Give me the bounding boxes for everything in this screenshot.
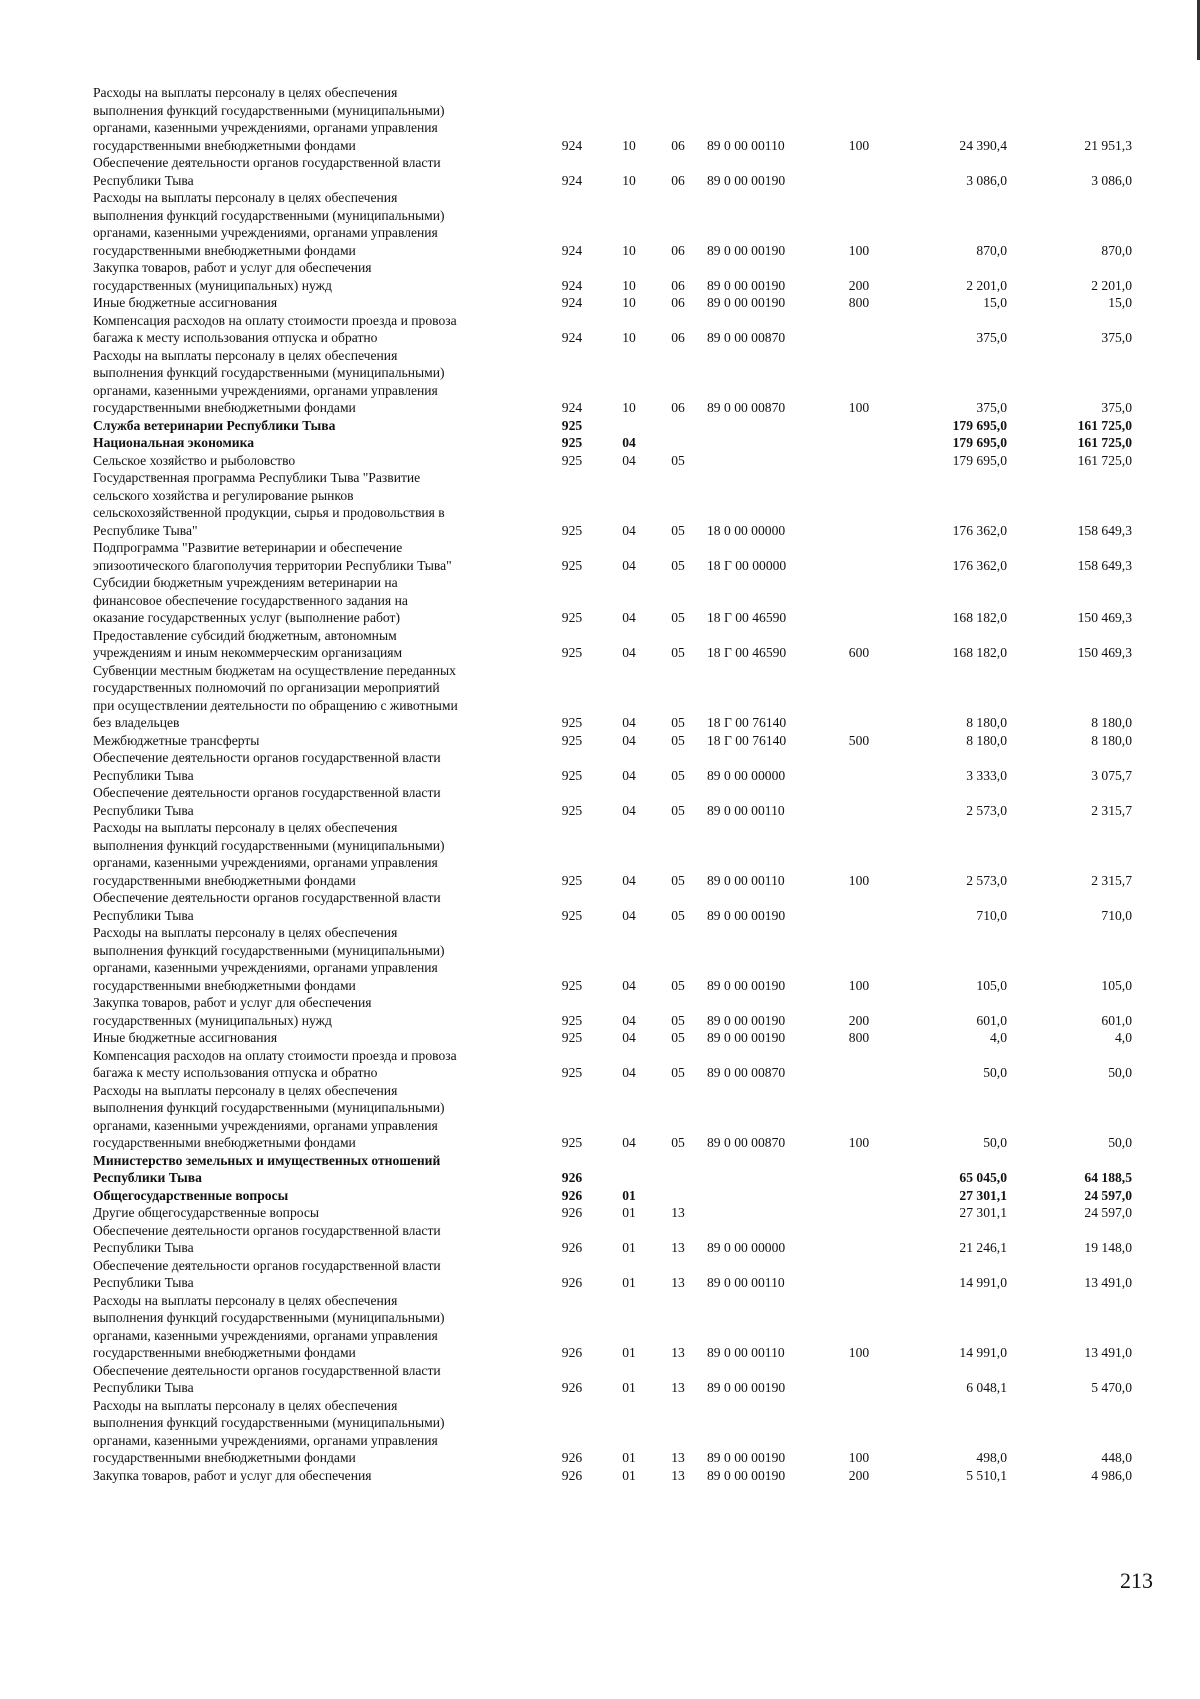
table-row — [93, 189, 1149, 259]
amount-year-1: 179 695,0 — [952, 435, 1007, 450]
row-name: Обеспечение деятельности органов государственной власти Республики Тыва — [93, 1362, 441, 1395]
code-podrazdel: 05 — [671, 610, 685, 625]
amount-year-2: 4 986,0 — [1091, 1467, 1132, 1483]
table-row — [93, 84, 1149, 154]
code-target-article: 89 0 00 00000 — [707, 1240, 786, 1255]
code-expense-type: 100 — [848, 872, 870, 888]
amount-year-1: 15,0 — [983, 295, 1007, 310]
code-razdel: 10 — [622, 242, 636, 258]
row-name: Компенсация расходов на оплату стоимости проезда и провоза багажа к месту использования отпуска и обратно — [93, 312, 457, 345]
row-name: Закупка товаров, работ и услуг для обеспечения государственных (муниципальных) нужд — [93, 260, 372, 293]
code-podrazdel: 13 — [671, 1467, 685, 1483]
row-name: Иные бюджетные ассигнования — [93, 295, 278, 310]
code-grbs: 925 — [561, 522, 583, 538]
amount-year-1: 2 573,0 — [966, 872, 1007, 888]
code-razdel: 01 — [622, 1467, 636, 1483]
code-grbs: 924 — [561, 277, 583, 293]
code-razdel: 04 — [622, 872, 636, 888]
amount-year-2: 375,0 — [1101, 400, 1132, 415]
code-razdel: 04 — [622, 1065, 636, 1080]
table-row — [93, 889, 1149, 924]
code-razdel: 01 — [622, 1187, 636, 1203]
code-target-article: 89 0 00 00190 — [707, 277, 786, 293]
code-podrazdel: 13 — [671, 1345, 685, 1360]
code-expense-type: 800 — [848, 1030, 870, 1045]
code-razdel: 04 — [622, 435, 636, 450]
code-grbs: 925 — [561, 435, 583, 450]
amount-year-1: 50,0 — [983, 1065, 1007, 1080]
amount-year-2: 448,0 — [1101, 1450, 1132, 1465]
table-row — [93, 259, 1149, 294]
code-target-article: 18 0 00 00000 — [707, 522, 786, 538]
code-razdel: 10 — [622, 172, 636, 188]
row-name: Расходы на выплаты персоналу в целях обеспечения выполнения функций государственными (муниципальными) органами, казенными учреждениями, органами управления государственными внебюджетными фондами — [93, 1292, 445, 1360]
code-expense-type: 800 — [848, 295, 870, 310]
row-name: Закупка товаров, работ и услуг для обеспечения — [93, 1467, 372, 1483]
row-name: Обеспечение деятельности органов государственной власти Республики Тыва — [93, 750, 441, 783]
code-expense-type: 600 — [848, 645, 870, 660]
table-row — [93, 1222, 1149, 1257]
code-podrazdel: 05 — [671, 715, 685, 730]
amount-year-2: 50,0 — [1108, 1135, 1132, 1150]
row-name: Расходы на выплаты персоналу в целях обеспечения выполнения функций государственными (муниципальными) органами, казенными учреждениями, органами управления государственными внебюджетными фондами — [93, 1397, 445, 1465]
code-target-article: 89 0 00 00190 — [707, 1012, 786, 1028]
code-expense-type: 100 — [848, 137, 870, 153]
code-target-article: 18 Г 00 76140 — [707, 732, 787, 748]
table-row — [93, 749, 1149, 784]
code-grbs: 924 — [561, 295, 583, 310]
code-podrazdel: 06 — [671, 172, 685, 188]
code-target-article: 89 0 00 00190 — [707, 1450, 786, 1465]
amount-year-2: 105,0 — [1101, 977, 1132, 993]
table-row — [93, 1082, 1149, 1152]
table-row — [93, 574, 1149, 627]
code-podrazdel: 05 — [671, 767, 685, 783]
amount-year-1: 5 510,1 — [966, 1467, 1007, 1483]
amount-year-1: 179 695,0 — [952, 417, 1007, 433]
code-razdel: 04 — [622, 802, 636, 818]
amount-year-2: 15,0 — [1108, 295, 1132, 310]
code-podrazdel: 05 — [671, 522, 685, 538]
row-name: Общегосударственные вопросы — [93, 1187, 289, 1203]
amount-year-1: 8 180,0 — [966, 732, 1007, 748]
code-target-article: 89 0 00 00870 — [707, 1065, 786, 1080]
code-razdel: 10 — [622, 330, 636, 345]
code-podrazdel: 05 — [671, 1065, 685, 1080]
code-grbs: 925 — [561, 872, 583, 888]
code-razdel: 01 — [622, 1240, 636, 1255]
table-row-section — [93, 417, 1149, 435]
row-name: Компенсация расходов на оплату стоимости проезда и провоза багажа к месту использования отпуска и обратно — [93, 1047, 457, 1080]
amount-year-1: 27 301,1 — [959, 1205, 1007, 1220]
code-target-article: 89 0 00 00110 — [707, 802, 785, 818]
row-name: Расходы на выплаты персоналу в целях обеспечения выполнения функций государственными (муниципальными) органами, казенными учреждениями, органами управления государственными внебюджетными фондами — [93, 190, 445, 258]
table-row — [93, 347, 1149, 417]
table-row — [93, 819, 1149, 889]
amount-year-1: 168 182,0 — [952, 610, 1007, 625]
code-podrazdel: 13 — [671, 1205, 685, 1220]
amount-year-1: 24 390,4 — [959, 137, 1007, 153]
budget-table — [93, 84, 1149, 1484]
code-razdel: 04 — [622, 732, 636, 748]
code-grbs: 925 — [561, 977, 583, 993]
code-grbs: 925 — [561, 417, 583, 433]
code-target-article: 89 0 00 00190 — [707, 1030, 786, 1045]
amount-year-2: 21 951,3 — [1084, 137, 1132, 153]
code-grbs: 925 — [561, 557, 583, 573]
code-target-article: 89 0 00 00110 — [707, 137, 785, 153]
amount-year-2: 50,0 — [1108, 1065, 1132, 1080]
table-row-section — [93, 434, 1149, 452]
row-name: Служба ветеринарии Республики Тыва — [93, 417, 336, 433]
table-row — [93, 662, 1149, 732]
code-expense-type: 200 — [848, 277, 870, 293]
code-target-article: 18 Г 00 46590 — [707, 645, 787, 660]
code-grbs: 924 — [561, 242, 583, 258]
code-razdel: 01 — [622, 1380, 636, 1395]
table-row — [93, 312, 1149, 347]
code-grbs: 924 — [561, 330, 583, 345]
code-target-article: 89 0 00 00190 — [707, 242, 786, 258]
code-razdel: 04 — [622, 907, 636, 923]
code-razdel: 10 — [622, 137, 636, 153]
amount-year-2: 710,0 — [1101, 907, 1132, 923]
code-target-article: 18 Г 00 46590 — [707, 610, 787, 625]
code-podrazdel: 06 — [671, 277, 685, 293]
row-name: Обеспечение деятельности органов государственной власти Республики Тыва — [93, 1222, 441, 1255]
amount-year-2: 3 086,0 — [1091, 172, 1132, 188]
row-name: Подпрограмма "Развитие ветеринарии и обеспечение эпизоотического благополучия территории Республики Тыва" — [93, 540, 452, 573]
row-name: Расходы на выплаты персоналу в целях обеспечения выполнения функций государственными (муниципальными) органами, казенными учреждениями, органами управления государственными внебюджетными фондами — [93, 925, 445, 993]
code-razdel: 04 — [622, 557, 636, 573]
code-razdel: 01 — [622, 1205, 636, 1220]
code-razdel: 04 — [622, 977, 636, 993]
table-row — [93, 1029, 1149, 1047]
table-row — [93, 1204, 1149, 1222]
code-razdel: 04 — [622, 645, 636, 660]
amount-year-2: 375,0 — [1101, 330, 1132, 345]
code-razdel: 10 — [622, 277, 636, 293]
code-razdel: 10 — [622, 400, 636, 415]
code-podrazdel: 13 — [671, 1240, 685, 1255]
code-target-article: 89 0 00 00000 — [707, 767, 786, 783]
code-razdel: 04 — [622, 767, 636, 783]
table-row — [93, 627, 1149, 662]
code-podrazdel: 05 — [671, 1030, 685, 1045]
code-podrazdel: 05 — [671, 977, 685, 993]
code-razdel: 04 — [622, 1012, 636, 1028]
amount-year-1: 498,0 — [976, 1450, 1007, 1465]
row-name: Национальная экономика — [93, 435, 254, 450]
amount-year-2: 64 188,5 — [1084, 1170, 1132, 1185]
code-razdel: 01 — [622, 1345, 636, 1360]
page-number: 213 — [1120, 1568, 1153, 1593]
amount-year-2: 161 725,0 — [1077, 452, 1132, 468]
code-grbs: 925 — [561, 1030, 583, 1045]
row-name: Расходы на выплаты персоналу в целях обеспечения выполнения функций государственными (муниципальными) органами, казенными учреждениями, органами управления государственными внебюджетными фондами — [93, 347, 445, 415]
amount-year-1: 14 991,0 — [959, 1345, 1007, 1360]
amount-year-2: 158 649,3 — [1077, 522, 1132, 538]
code-podrazdel: 06 — [671, 242, 685, 258]
row-name: Обеспечение деятельности органов государственной власти Республики Тыва — [93, 890, 441, 923]
code-target-article: 89 0 00 00870 — [707, 330, 786, 345]
amount-year-1: 21 246,1 — [959, 1240, 1007, 1255]
table-row — [93, 154, 1149, 189]
row-name: Закупка товаров, работ и услуг для обеспечения государственных (муниципальных) нужд — [93, 995, 372, 1028]
amount-year-1: 65 045,0 — [959, 1170, 1007, 1185]
code-grbs: 925 — [561, 1065, 583, 1080]
amount-year-2: 2 315,7 — [1091, 872, 1132, 888]
code-grbs: 926 — [561, 1450, 583, 1465]
code-target-article: 89 0 00 00110 — [707, 1275, 785, 1290]
code-expense-type: 100 — [848, 1135, 870, 1150]
code-podrazdel: 06 — [671, 330, 685, 345]
amount-year-2: 150 469,3 — [1077, 610, 1132, 625]
code-grbs: 925 — [561, 907, 583, 923]
table-row — [93, 539, 1149, 574]
code-podrazdel: 05 — [671, 872, 685, 888]
amount-year-1: 375,0 — [976, 400, 1007, 415]
code-grbs: 925 — [561, 715, 583, 730]
code-target-article: 18 Г 00 00000 — [707, 557, 787, 573]
code-podrazdel: 05 — [671, 732, 685, 748]
row-name: Расходы на выплаты персоналу в целях обеспечения выполнения функций государственными (муниципальными) органами, казенными учреждениями, органами управления государственными внебюджетными фондами — [93, 1082, 445, 1150]
table-row — [93, 452, 1149, 470]
amount-year-1: 50,0 — [983, 1135, 1007, 1150]
code-grbs: 926 — [561, 1170, 583, 1185]
code-podrazdel: 05 — [671, 802, 685, 818]
table-row — [93, 994, 1149, 1029]
amount-year-1: 6 048,1 — [966, 1380, 1007, 1395]
row-name: Другие общегосударственные вопросы — [93, 1205, 320, 1220]
table-row — [93, 1257, 1149, 1292]
table-row — [93, 924, 1149, 994]
code-grbs: 926 — [561, 1345, 583, 1360]
code-podrazdel: 13 — [671, 1450, 685, 1465]
amount-year-2: 3 075,7 — [1091, 767, 1132, 783]
amount-year-2: 161 725,0 — [1077, 435, 1132, 450]
code-podrazdel: 05 — [671, 452, 685, 468]
amount-year-2: 150 469,3 — [1077, 645, 1132, 660]
code-grbs: 925 — [561, 767, 583, 783]
code-razdel: 01 — [622, 1275, 636, 1290]
amount-year-1: 2 201,0 — [966, 277, 1007, 293]
table-row — [93, 1292, 1149, 1362]
code-podrazdel: 13 — [671, 1275, 685, 1290]
amount-year-1: 3 086,0 — [966, 172, 1007, 188]
amount-year-1: 601,0 — [976, 1012, 1007, 1028]
code-target-article: 89 0 00 00870 — [707, 1135, 786, 1150]
code-target-article: 89 0 00 00870 — [707, 400, 786, 415]
code-target-article: 89 0 00 00190 — [707, 1380, 786, 1395]
amount-year-1: 176 362,0 — [952, 557, 1007, 573]
row-name: Обеспечение деятельности органов государственной власти Республики Тыва — [93, 1257, 441, 1290]
code-expense-type: 200 — [848, 1467, 870, 1483]
code-podrazdel: 06 — [671, 295, 685, 310]
amount-year-2: 19 148,0 — [1084, 1240, 1132, 1255]
code-podrazdel: 05 — [671, 907, 685, 923]
code-podrazdel: 05 — [671, 645, 685, 660]
code-target-article: 89 0 00 00190 — [707, 295, 786, 310]
row-name: Министерство земельных и имущественных отношений Республики Тыва — [93, 1152, 441, 1185]
table-row — [93, 1047, 1149, 1082]
amount-year-1: 3 333,0 — [966, 767, 1007, 783]
code-target-article: 89 0 00 00190 — [707, 907, 786, 923]
code-grbs: 925 — [561, 802, 583, 818]
code-razdel: 04 — [622, 1030, 636, 1045]
code-expense-type: 200 — [848, 1012, 870, 1028]
amount-year-2: 8 180,0 — [1091, 732, 1132, 748]
table-row — [93, 1362, 1149, 1397]
row-name: Обеспечение деятельности органов государственной власти Республики Тыва — [93, 155, 441, 188]
row-name: Расходы на выплаты персоналу в целях обеспечения выполнения функций государственными (муниципальными) органами, казенными учреждениями, органами управления государственными внебюджетными фондами — [93, 820, 445, 888]
code-expense-type: 500 — [848, 732, 870, 748]
code-target-article: 89 0 00 00190 — [707, 1467, 786, 1483]
code-grbs: 926 — [561, 1240, 583, 1255]
amount-year-2: 601,0 — [1101, 1012, 1132, 1028]
code-grbs: 925 — [561, 645, 583, 660]
amount-year-2: 24 597,0 — [1084, 1187, 1132, 1203]
amount-year-1: 105,0 — [976, 977, 1007, 993]
code-podrazdel: 05 — [671, 557, 685, 573]
code-grbs: 926 — [561, 1205, 583, 1220]
amount-year-2: 13 491,0 — [1084, 1345, 1132, 1360]
table-row — [93, 1397, 1149, 1467]
amount-year-1: 27 301,1 — [959, 1187, 1007, 1203]
code-podrazdel: 05 — [671, 1135, 685, 1150]
table-row-section — [93, 1152, 1149, 1187]
code-grbs: 925 — [561, 732, 583, 748]
amount-year-1: 710,0 — [976, 907, 1007, 923]
amount-year-1: 176 362,0 — [952, 522, 1007, 538]
code-razdel: 10 — [622, 295, 636, 310]
row-name: Межбюджетные трансферты — [93, 732, 260, 748]
table-row — [93, 469, 1149, 539]
code-grbs: 926 — [561, 1275, 583, 1290]
code-podrazdel: 06 — [671, 137, 685, 153]
row-name: Предоставление субсидий бюджетным, автономным учреждениям и иным некоммерческим организациям — [93, 627, 403, 660]
table-row-section — [93, 1187, 1149, 1205]
row-name: Иные бюджетные ассигнования — [93, 1030, 278, 1045]
row-name: Обеспечение деятельности органов государственной власти Республики Тыва — [93, 785, 441, 818]
code-razdel: 01 — [622, 1450, 636, 1465]
code-grbs: 926 — [561, 1187, 583, 1203]
code-grbs: 924 — [561, 400, 583, 415]
amount-year-2: 13 491,0 — [1084, 1275, 1132, 1290]
table-row — [93, 1467, 1149, 1485]
table-row — [93, 294, 1149, 312]
code-grbs: 924 — [561, 172, 583, 188]
amount-year-2: 870,0 — [1101, 242, 1132, 258]
amount-year-1: 168 182,0 — [952, 645, 1007, 660]
code-grbs: 925 — [561, 452, 583, 468]
code-podrazdel: 13 — [671, 1380, 685, 1395]
code-podrazdel: 06 — [671, 400, 685, 415]
amount-year-1: 375,0 — [976, 330, 1007, 345]
amount-year-2: 5 470,0 — [1091, 1380, 1132, 1395]
code-grbs: 926 — [561, 1380, 583, 1395]
table-row — [93, 732, 1149, 750]
amount-year-1: 870,0 — [976, 242, 1007, 258]
code-expense-type: 100 — [848, 977, 870, 993]
amount-year-1: 4,0 — [990, 1030, 1007, 1045]
code-podrazdel: 05 — [671, 1012, 685, 1028]
amount-year-1: 179 695,0 — [952, 452, 1007, 468]
code-target-article: 89 0 00 00110 — [707, 1345, 785, 1360]
code-target-article: 89 0 00 00190 — [707, 172, 786, 188]
code-target-article: 89 0 00 00190 — [707, 977, 786, 993]
amount-year-1: 14 991,0 — [959, 1275, 1007, 1290]
code-razdel: 04 — [622, 715, 636, 730]
code-expense-type: 100 — [848, 400, 870, 415]
code-grbs: 925 — [561, 1012, 583, 1028]
amount-year-2: 4,0 — [1115, 1030, 1132, 1045]
amount-year-1: 8 180,0 — [966, 715, 1007, 730]
row-name: Сельское хозяйство и рыболовство — [93, 452, 296, 468]
code-grbs: 925 — [561, 610, 583, 625]
row-name: Государственная программа Республики Тыва "Развитие сельского хозяйства и регулирование рынков сельскохозяйственной продукции, сырья и продовольствия в Республике Тыва" — [93, 470, 445, 538]
code-razdel: 04 — [622, 1135, 636, 1150]
code-target-article: 18 Г 00 76140 — [707, 715, 787, 730]
amount-year-2: 2 315,7 — [1091, 802, 1132, 818]
amount-year-2: 8 180,0 — [1091, 715, 1132, 730]
amount-year-2: 2 201,0 — [1091, 277, 1132, 293]
code-razdel: 04 — [622, 452, 636, 468]
code-razdel: 04 — [622, 610, 636, 625]
row-name: Расходы на выплаты персоналу в целях обеспечения выполнения функций государственными (муниципальными) органами, казенными учреждениями, органами управления государственными внебюджетными фондами — [93, 85, 445, 153]
code-target-article: 89 0 00 00110 — [707, 872, 785, 888]
amount-year-1: 2 573,0 — [966, 802, 1007, 818]
code-grbs: 925 — [561, 1135, 583, 1150]
row-name: Субвенции местным бюджетам на осуществление переданных государственных полномочий по организации мероприятий при осуществлении деятельности по обращению с животными без владельцев — [93, 662, 458, 730]
row-name: Субсидии бюджетным учреждениям ветеринарии на финансовое обеспечение государственного задания на оказание государственных услуг (выполнение работ) — [93, 575, 408, 625]
code-expense-type: 100 — [848, 1345, 870, 1360]
amount-year-2: 158 649,3 — [1077, 557, 1132, 573]
code-expense-type: 100 — [848, 1450, 870, 1465]
amount-year-2: 161 725,0 — [1077, 417, 1132, 433]
code-expense-type: 100 — [848, 242, 870, 258]
table-row — [93, 784, 1149, 819]
code-grbs: 926 — [561, 1467, 583, 1483]
code-razdel: 04 — [622, 522, 636, 538]
code-grbs: 924 — [561, 137, 583, 153]
amount-year-2: 24 597,0 — [1084, 1205, 1132, 1220]
